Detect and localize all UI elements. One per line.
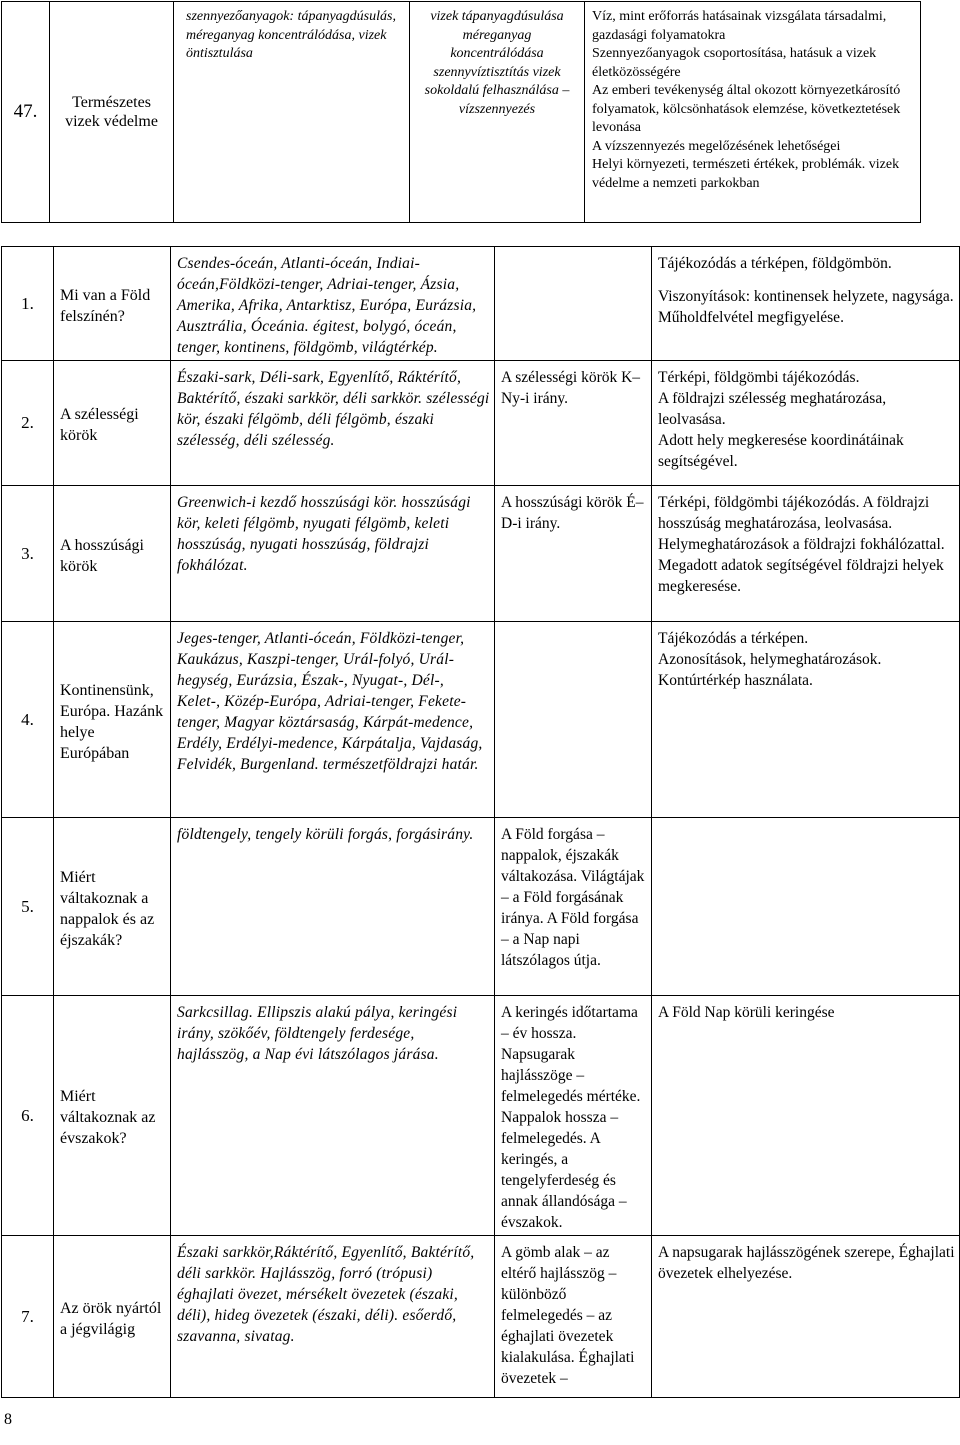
skill-line: Helyi környezeti, természeti értékek, problémák. vizek védelme a nemzeti parkokban xyxy=(592,157,900,191)
row-skills: A Föld Nap körüli keringése xyxy=(652,996,960,1236)
row-relations: vizek tápanyagdúsulása méreganyag koncentrálódása szennyvíztisztítás vizek sokoldalú felhasználása – vízszennyezés xyxy=(410,2,585,223)
table-row xyxy=(2,818,960,996)
row-skills xyxy=(652,818,960,996)
skill-line: Adott hely megkeresése koordinátáinak segítségével. xyxy=(658,432,904,470)
row-relations: A gömb alak – az eltérő hajlásszög – különböző felmelegedés – az éghajlati övezetek kialakulása. Éghajlati övezetek – xyxy=(495,1236,652,1398)
row-number: 3. xyxy=(2,486,54,622)
skill-line: Szennyezőanyagok csoportosítása, hatásuk a vizek életközösségére xyxy=(592,46,877,80)
row-relations: A keringés időtartama – év hossza. Napsugarak hajlásszöge – felmelegedés mértéke. Nappalok hossza – felmelegedés. A keringés, a tengelyferdeség és annak állandósága – évszakok. xyxy=(495,996,652,1236)
table-row xyxy=(2,622,960,818)
row-content: Sarkcsillag. Ellipszis alakú pálya, keringési irány, szökőév, földtengely ferdesége, hajlásszög, a Nap évi látszólagos járása. xyxy=(171,996,495,1236)
table-row xyxy=(2,486,960,622)
row-topic: Miért váltakoznak a nappalok és az éjszakák? xyxy=(54,818,171,996)
row-content: Csendes-óceán, Atlanti-óceán, Indiai-óceán,Földközi-tenger, Adriai-tenger, Ázsia, Amerika, Afrika, Antarktisz, Európa, Eurázsia, Ausztrália, Óceánia. égitest, bolygó, óceán, tenger, kontinens, földgömb, világtérkép. xyxy=(171,247,495,361)
row-number: 5. xyxy=(2,818,54,996)
row-content: földtengely, tengely körüli forgás, forgásirány. xyxy=(171,818,495,996)
table-row xyxy=(2,247,960,361)
row-topic: Kontinensünk, Európa. Hazánk helye Európában xyxy=(54,622,171,818)
skill-line: Térképi, földgömbi tájékozódás. xyxy=(658,369,860,386)
row-content: Jeges-tenger, Atlanti-óceán, Földközi-tenger, Kaukázus, Kaszpi-tenger, Urál-folyó, Urál-hegység, Eurázsia, Észak-, Nyugat-, Dél-, Kelet-, Közép-Európa, Adriai-tenger, Fekete-tenger, Magyar köztársaság, Kárpát-medence, Erdély, Erdélyi-medence, Kárpátalja, Vajdaság, Felvidék, Burgenland. természetföldrajzi határ. xyxy=(171,622,495,818)
row-topic: A szélességi körök xyxy=(54,361,171,486)
row-number: 7. xyxy=(2,1236,54,1398)
row-relations xyxy=(495,622,652,818)
row-topic: A hosszúsági körök xyxy=(54,486,171,622)
row-content: Északi-sark, Déli-sark, Egyenlítő, Ráktérítő, Baktérítő, északi sarkkör, déli sarkkör. szélességi kör, északi félgömb, déli félgömb, északi szélesség, déli szélesség. xyxy=(171,361,495,486)
row-content: szennyezőanyagok: tápanyagdúsulás, méreganyag koncentrálódása, vizek öntisztulása xyxy=(174,2,410,223)
curriculum-table-main xyxy=(1,246,960,1398)
row-number: 1. xyxy=(2,247,54,361)
row-skills xyxy=(652,622,960,818)
row-number: 47. xyxy=(2,2,50,223)
row-number: 6. xyxy=(2,996,54,1236)
row-skills xyxy=(652,361,960,486)
skill-line: A földrajzi szélesség meghatározása, leolvasása. xyxy=(658,390,887,428)
row-skills xyxy=(585,2,921,223)
skill-line: Kontúrtérkép használata. xyxy=(658,672,813,689)
skill-line: Az emberi tevékenység által okozott környezetkárosító folyamatok, kölcsönhatások elemzése, következtetések levonása xyxy=(592,83,901,135)
table-row xyxy=(2,361,960,486)
row-relations: A Föld forgása – nappalok, éjszakák váltakozása. Világtájak – a Föld forgásának iránya. A Föld forgása – a Nap napi látszólagos útja. xyxy=(495,818,652,996)
row-number: 4. xyxy=(2,622,54,818)
row-relations: A szélességi körök K–Ny-i irány. xyxy=(495,361,652,486)
row-topic: Az örök nyártól a jégvilágig xyxy=(54,1236,171,1398)
row-skills: Térképi, földgömbi tájékozódás. A földrajzi hosszúság meghatározása, leolvasása. Helymeghatározások a földrajzi fokhálózattal. Megadott adatok segítségével földrajzi helyek megkeresése. xyxy=(652,486,960,622)
skill-line: Viszonyítások: kontinensek helyzete, nagysága. xyxy=(658,288,954,305)
skill-line: Azonosítások, helymeghatározások. xyxy=(658,651,882,668)
row-skills: A napsugarak hajlásszögének szerepe, Éghajlati övezetek elhelyezése. xyxy=(652,1236,960,1398)
skill-line: Víz, mint erőforrás hatásainak vizsgálata társadalmi, gazdasági folyamatokra xyxy=(592,9,887,43)
row-content: Greenwich-i kezdő hosszúsági kör. hosszúsági kör, keleti félgömb, nyugati félgömb, keleti hosszúság, nyugati hosszúság, földrajzi fokhálózat. xyxy=(171,486,495,622)
skill-line: Tájékozódás a térképen. xyxy=(658,630,809,647)
curriculum-table-top xyxy=(1,1,921,223)
row-content: Északi sarkkör,Ráktérítő, Egyenlítő, Baktérítő, déli sarkkör. Hajlásszög, forró (trópusi) éghajlati övezet, mérsékelt övezetek (északi, déli), hideg övezetek (északi, déli). esőerdő, szavanna, sivatag. xyxy=(171,1236,495,1398)
row-number: 2. xyxy=(2,361,54,486)
row-skills xyxy=(652,247,960,361)
row-relations: A hosszúsági körök É–D-i irány. xyxy=(495,486,652,622)
row-topic: Mi van a Föld felszínén? xyxy=(54,247,171,361)
table-row xyxy=(2,1236,960,1398)
page-number: 8 xyxy=(4,1411,12,1428)
row-topic: Természetes vizek védelme xyxy=(50,2,174,223)
skill-line: Tájékozódás a térképen, földgömbön. xyxy=(658,255,892,272)
row-relations xyxy=(495,247,652,361)
skill-line: A vízszennyezés megelőzésének lehetőségei xyxy=(592,138,841,154)
table-row xyxy=(2,2,921,223)
table-row xyxy=(2,996,960,1236)
row-topic: Miért váltakoznak az évszakok? xyxy=(54,996,171,1236)
skill-line: Műholdfelvétel megfigyelése. xyxy=(658,309,844,326)
